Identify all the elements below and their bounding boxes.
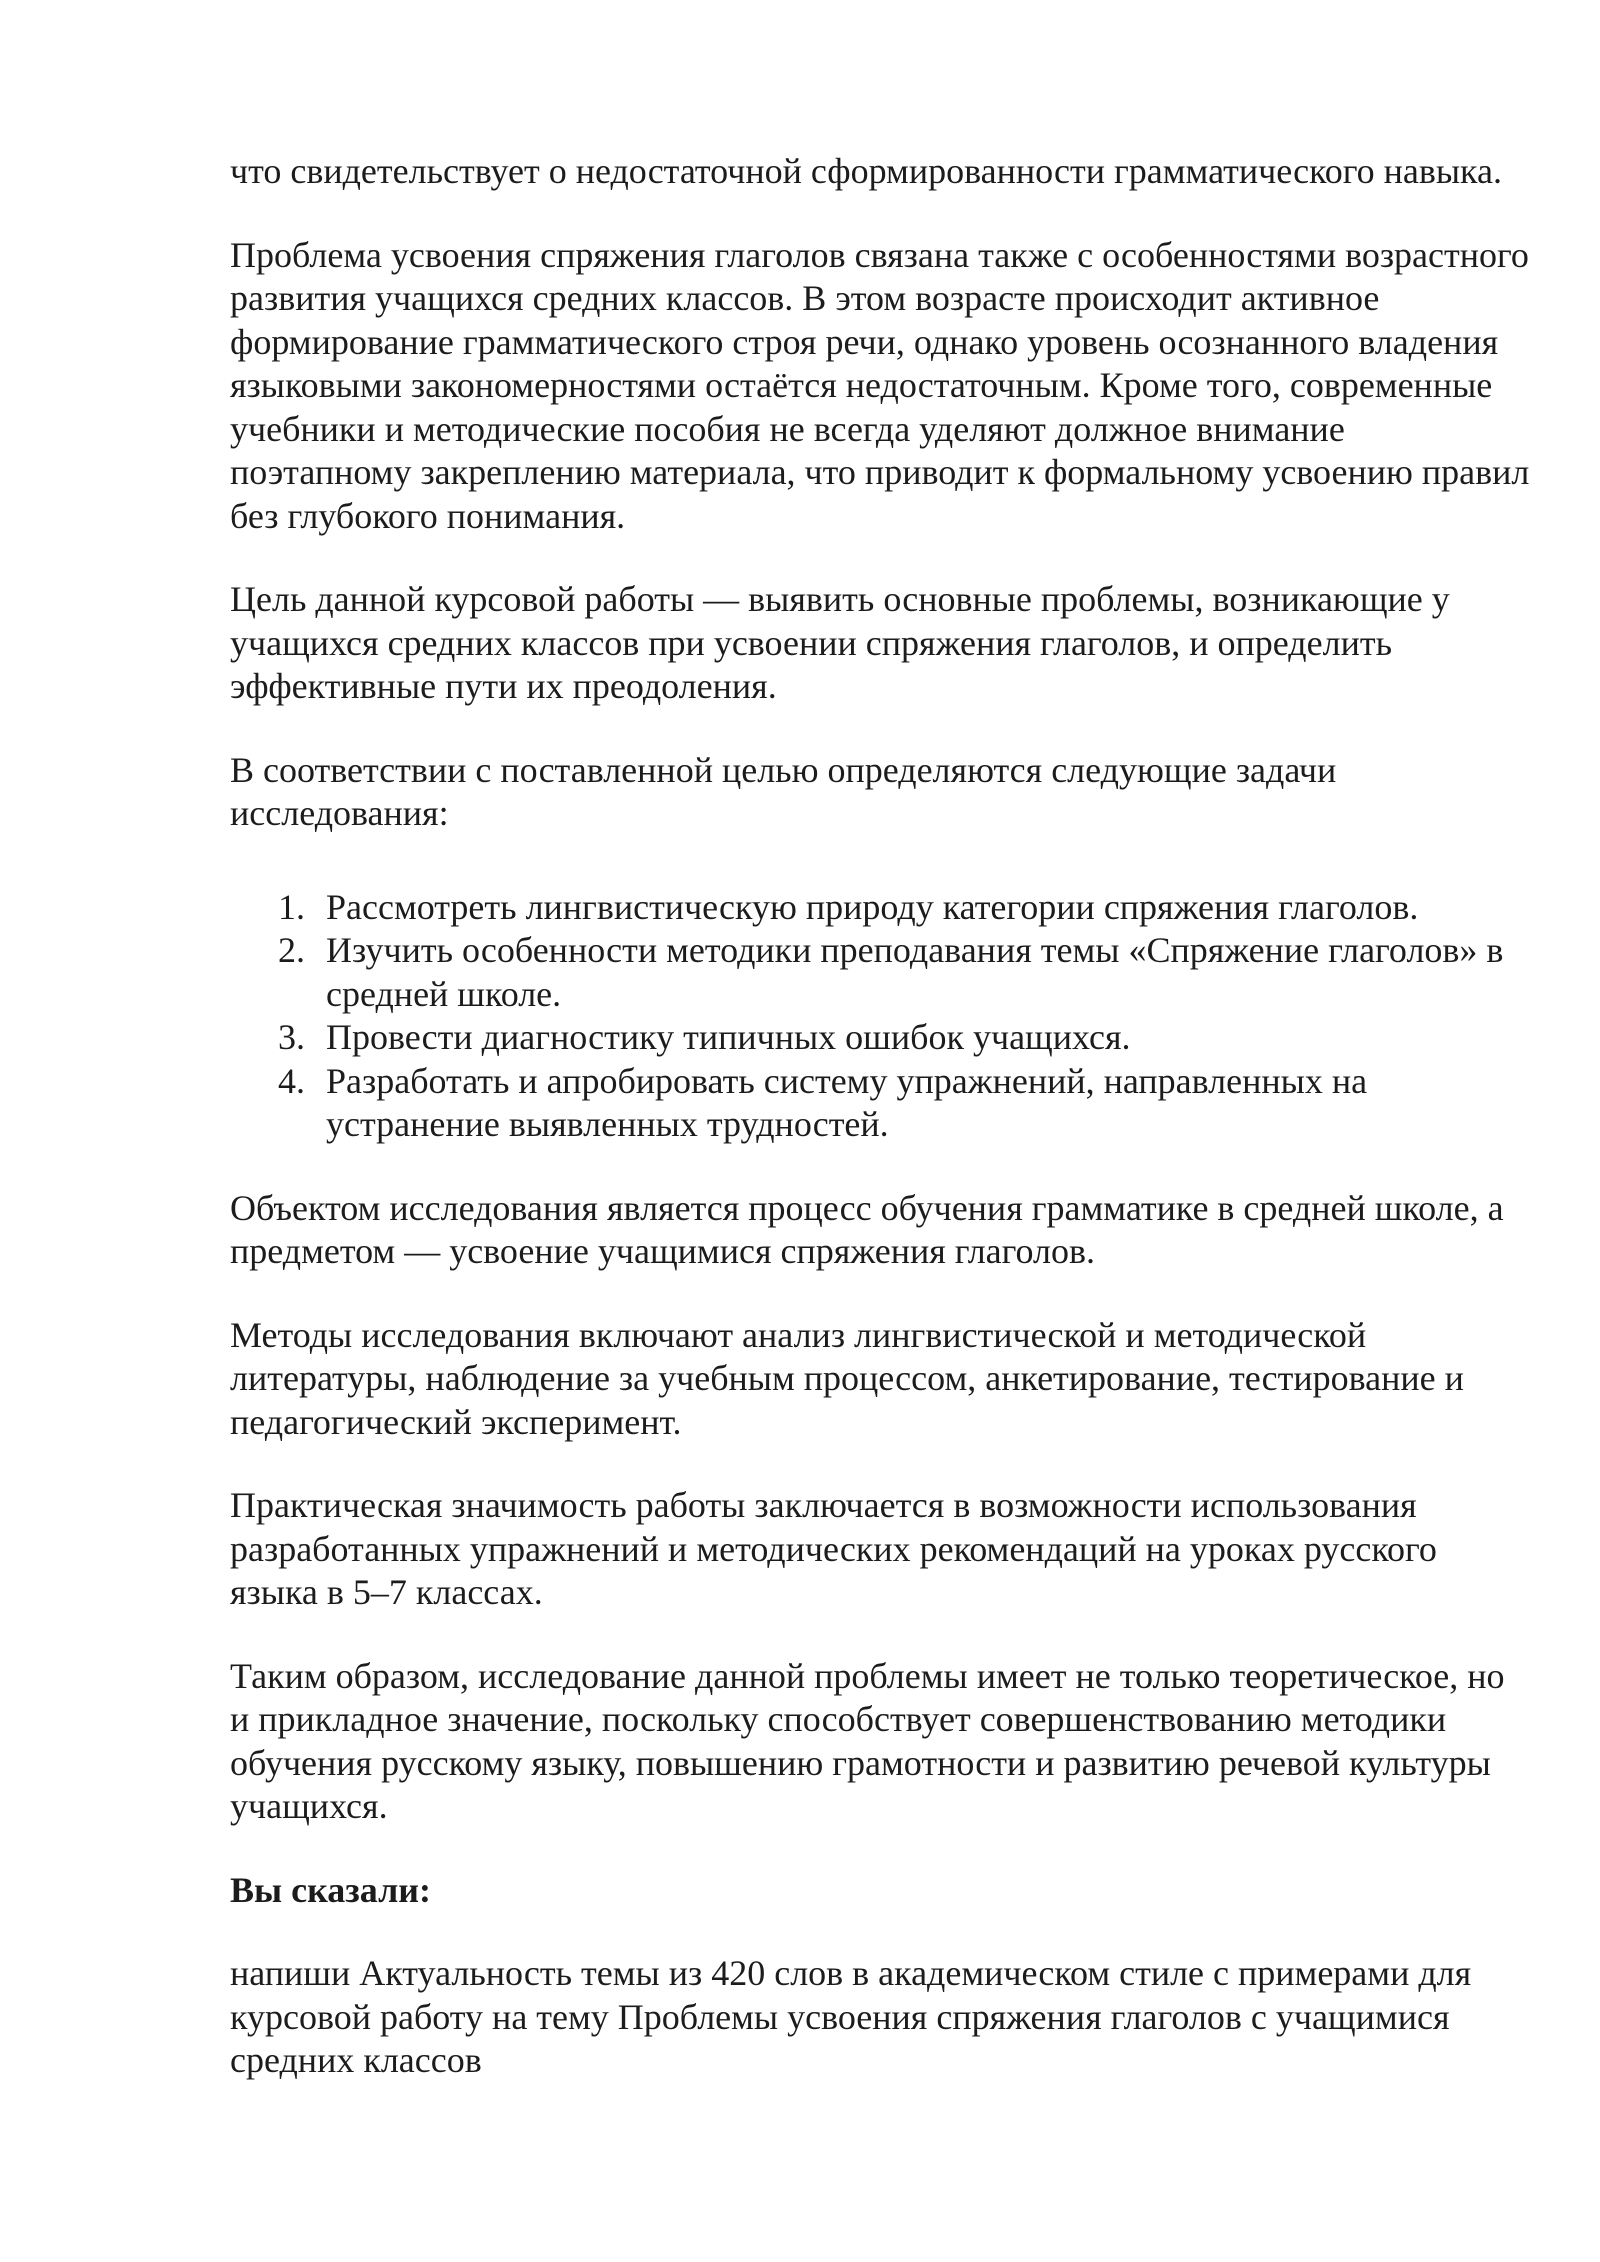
- paragraph-tasks-intro: В соответствии с поставленной целью определяются следующие задачи исследования:: [230, 749, 1337, 833]
- list-item-number: 2.: [278, 930, 305, 970]
- tasks-list: [230, 886, 1530, 1147]
- paragraph-goal: Цель данной курсовой работы — выявить основные проблемы, возникающие у учащихся средних классов при усвоении спряжения глаголов, и определить эффективные пути их преодоления.: [230, 579, 1450, 706]
- list-item: [230, 1016, 1530, 1060]
- paragraph-practical-value: Практическая значимость работы заключается в возможности использования разработанных упражнений и методических рекомендаций на уроках русского языка в 5–7 классах.: [230, 1485, 1437, 1612]
- prompt-heading: Вы сказали:: [230, 1869, 432, 1910]
- paragraph-object-subject: Объектом исследования является процесс обучения грамматике в средней школе, а предметом — усвоение учащимися спряжения глаголов.: [230, 1187, 1504, 1271]
- paragraph-conclusion: Таким образом, исследование данной проблемы имеет не только теоретическое, но и прикладное значение, поскольку способствует совершенствованию методики обучения русскому языку, повышению грамотности и развитию речевой культуры учащихся.: [230, 1655, 1505, 1826]
- list-item-text: Изучить особенности методики преподавания темы «Спряжение глаголов» в средней школе.: [326, 930, 1504, 1014]
- paragraph-problem-age: Проблема усвоения спряжения глаголов связана также с особенностями возрастного развития учащихся средних классов. В этом возрасте происходит активное формирование грамматического строя речи, однако уровень осознанного владения языковыми закономерностями остаётся недостаточным. Кроме того, современные учебники и методические пособия не всегда уделяют должное внимание поэтапному закреплению материала, что приводит к формальному усвоению правил без глубокого понимания.: [230, 234, 1530, 536]
- prompt-text: напиши Актуальность темы из 420 слов в академическом стиле с примерами для курсовой работу на тему Проблемы усвоения спряжения глаголов с учащимися средних классов: [230, 1953, 1472, 2080]
- paragraph-methods: Методы исследования включают анализ лингвистической и методической литературы, наблюдение за учебным процессом, анкетирование, тестирование и педагогический эксперимент.: [230, 1314, 1464, 1442]
- list-item-number: 3.: [278, 1017, 305, 1057]
- list-item-number: 4.: [278, 1060, 305, 1101]
- list-item: [230, 886, 1530, 930]
- list-item: [230, 1060, 1530, 1147]
- list-item-number: 1.: [278, 886, 305, 927]
- document-page: [230, 150, 1530, 2123]
- list-item-text: Разработать и апробировать систему упражнений, направленных на устранение выявленных трудностей.: [326, 1060, 1368, 1144]
- list-item-text: Провести диагностику типичных ошибок учащихся.: [326, 1017, 1131, 1057]
- paragraph-skill-note: что свидетельствует о недостаточной сформированности грамматического навыка.: [230, 151, 1502, 191]
- list-item: [230, 929, 1530, 1016]
- list-item-text: Рассмотреть лингвистическую природу категории спряжения глаголов.: [326, 886, 1419, 927]
